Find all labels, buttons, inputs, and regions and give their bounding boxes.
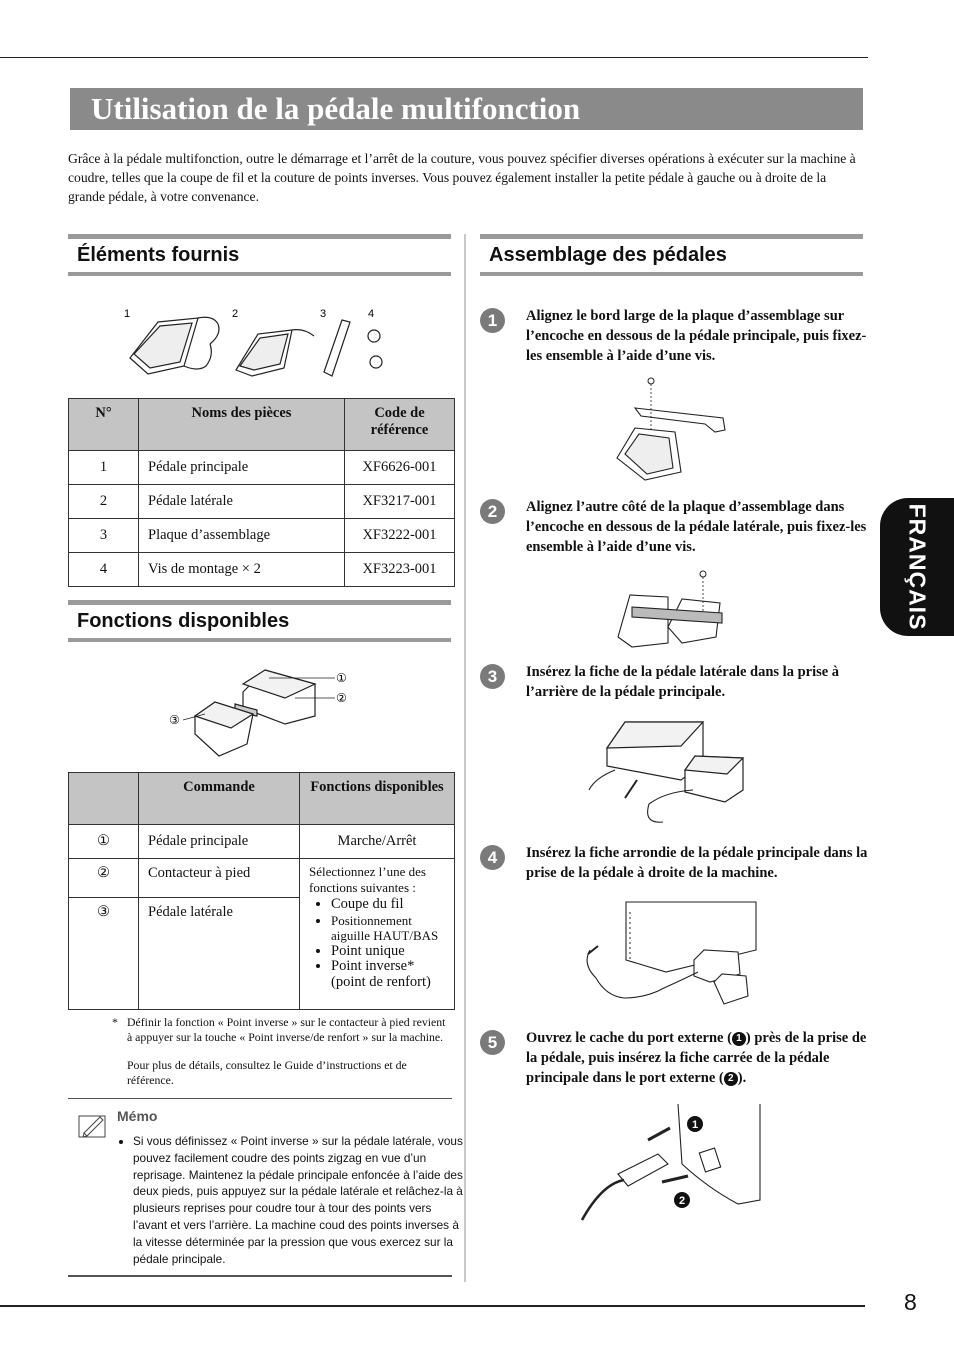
list-item: • Coupe du fil [331, 897, 448, 913]
command-name: Contacteur à pied [139, 859, 300, 898]
arrow-icon [648, 1128, 670, 1140]
part-name: Vis de montage × 2 [139, 553, 345, 587]
section-header-elements [68, 234, 451, 276]
footnote-mark: * [112, 1015, 118, 1029]
function-list-cell [300, 859, 455, 1010]
screw-icon [648, 378, 654, 384]
step-text-part: ) près de la prise de la pédale, puis insérez la fiche carrée de la pédale principale dans le port externe ( [526, 1030, 867, 1086]
step-text: Alignez l’autre côté de la plaque d’assemblage dans l’encoche en dessous de la pédale latérale, puis fixez-les ensemble à l’aide d’une vis. [526, 499, 867, 555]
col-header-name: Noms des pièces [139, 399, 345, 451]
part-num: 4 [69, 553, 139, 587]
list-item: • Point inverse* (point de renfort) [331, 959, 448, 990]
section-title-assembly: Assemblage des pédales [489, 244, 727, 266]
functions-illustration [165, 664, 355, 764]
col-header-functions: Fonctions disponibles [300, 773, 455, 825]
step-text: Insérez la fiche de la pédale latérale dans la prise à l’arrière de la pédale principale. [526, 664, 840, 700]
command-name: Pédale principale [139, 825, 300, 859]
functions-table [68, 772, 455, 1010]
step-text [526, 1028, 871, 1088]
memo-icon [78, 1113, 108, 1139]
table-row [69, 485, 455, 519]
part-code: XF3222-001 [345, 519, 455, 553]
fig-callout-1: ① [336, 671, 347, 685]
memo-list [119, 1133, 463, 1267]
marker-1: 1 [732, 1032, 746, 1046]
fig-label-1: 1 [124, 308, 131, 320]
main-pedal-drawing [618, 595, 668, 647]
table-row [69, 519, 455, 553]
fig-callout-2: ② [336, 691, 347, 705]
fig-callout-3: ③ [169, 713, 180, 727]
step-number: 2 [480, 499, 505, 524]
col-header-code: Code de référence [345, 399, 455, 451]
step-text-part: ). [737, 1070, 747, 1086]
memo-text: • Si vous définissez « Point inverse » sur la pédale latérale, vous pouvez facilement coudre des points zigzag en vue d’un reprisage. Maintenez la pédale principale enfoncée à l’aide des deux pieds, puis appuyez sur la pédale latérale et relâchez-la à plusieurs reprises pour coudre tour à tour des points vers l’avant et vers l’arrière. La machine coud des points inverses à la vitesse déterminée par la pression que vous exercez sur la pédale principale. [133, 1133, 463, 1267]
part-num: 2 [69, 485, 139, 519]
step-number: 1 [480, 308, 505, 333]
screw-1-drawing [368, 330, 380, 342]
step-text: Insérez la fiche arrondie de la pédale principale dans la prise de la pédale à droite de la machine. [526, 845, 868, 881]
step-number: 4 [480, 845, 505, 870]
screw-icon [700, 571, 706, 577]
function-list-intro: Sélectionnez l’une des fonctions suivantes : [309, 864, 426, 895]
step-1-illustration [605, 372, 735, 484]
table-row [69, 553, 455, 587]
col-header-num [69, 773, 139, 825]
step-text-part: Ouvrez le cache du port externe ( [526, 1030, 732, 1046]
col-header-num: N° [69, 399, 139, 451]
row-num: ② [69, 859, 139, 898]
section-header-assembly [480, 234, 863, 276]
step-4-illustration [576, 900, 766, 1012]
function-list [309, 897, 448, 990]
marker-2: 2 [724, 1072, 738, 1086]
section-title-functions: Fonctions disponibles [77, 610, 290, 632]
screw-2-drawing [370, 356, 382, 368]
list-item: • Point unique [331, 944, 448, 960]
arrow-icon [662, 1176, 688, 1182]
step-3-illustration [585, 718, 760, 828]
side-pedal-drawing [714, 974, 748, 1004]
footnote-2: Pour plus de détails, consultez le Guide d’instructions et de référence. [127, 1058, 407, 1087]
part-name: Pédale latérale [139, 485, 345, 519]
row-num: ③ [69, 898, 139, 1010]
part-num: 1 [69, 451, 139, 485]
callout-1-label: 1 [691, 1119, 699, 1131]
plate-drawing [324, 320, 350, 376]
parts-table [68, 398, 455, 587]
part-code: XF3223-001 [345, 553, 455, 587]
footnote: Définir la fonction « Point inverse » sur le contacteur à pied revient à appuyer sur la touche « Point inverse/de renfort » sur la machine. [127, 1015, 446, 1044]
language-tab [880, 498, 954, 636]
square-plug-drawing [618, 1154, 668, 1186]
part-code: XF3217-001 [345, 485, 455, 519]
table-row [69, 859, 455, 898]
part-code: XF6626-001 [345, 451, 455, 485]
intro-paragraph: Grâce à la pédale multifonction, outre le démarrage et l’arrêt de la couture, vous pouvez spécifier diverses opérations à exécuter sur la machine à coudre, telles que la coupe de fil et la couture de points inverses. Vous pouvez également installer la petite pédale à gauche ou à droite de la grande pédale, à votre convenance. [68, 151, 856, 204]
title-banner [70, 88, 863, 130]
table-row [69, 451, 455, 485]
parts-illustration [118, 300, 408, 385]
column-divider [464, 234, 466, 1282]
table-row [69, 825, 455, 859]
arrow-icon [625, 780, 637, 798]
step-number: 5 [480, 1030, 505, 1055]
plate-drawing [635, 408, 725, 432]
part-name: Pédale principale [139, 451, 345, 485]
step-text: Alignez le bord large de la plaque d’assemblage sur l’encoche en dessous de la pédale principale, puis fixez-les ensemble à l’aide d’une vis. [526, 308, 867, 364]
section-header-functions [68, 600, 451, 642]
step-5-illustration [578, 1104, 768, 1222]
top-rule [0, 57, 868, 58]
function-value: Marche/Arrêt [300, 825, 455, 859]
bottom-rule [0, 1305, 865, 1307]
col-header-command: Commande [139, 773, 300, 825]
part-name: Plaque d’assemblage [139, 519, 345, 553]
step-number: 3 [480, 664, 505, 689]
fig-label-4: 4 [368, 308, 375, 320]
fig-label-2: 2 [232, 308, 239, 320]
list-item: • Positionnement aiguille HAUT/BAS [331, 913, 448, 944]
command-name: Pédale latérale [139, 898, 300, 1010]
row-num: ① [69, 825, 139, 859]
language-tab-label: FRANÇAIS [904, 503, 931, 631]
fig-label-3: 3 [320, 308, 327, 320]
memo-box [68, 1098, 463, 1277]
page-number: 8 [904, 1289, 917, 1315]
section-title-elements: Éléments fournis [77, 244, 240, 266]
part-num: 3 [69, 519, 139, 553]
page-title: Utilisation de la pédale multifonction [91, 91, 581, 126]
memo-title: Mémo [117, 1108, 158, 1124]
step-2-illustration [612, 567, 732, 649]
callout-2-label: 2 [678, 1195, 686, 1207]
